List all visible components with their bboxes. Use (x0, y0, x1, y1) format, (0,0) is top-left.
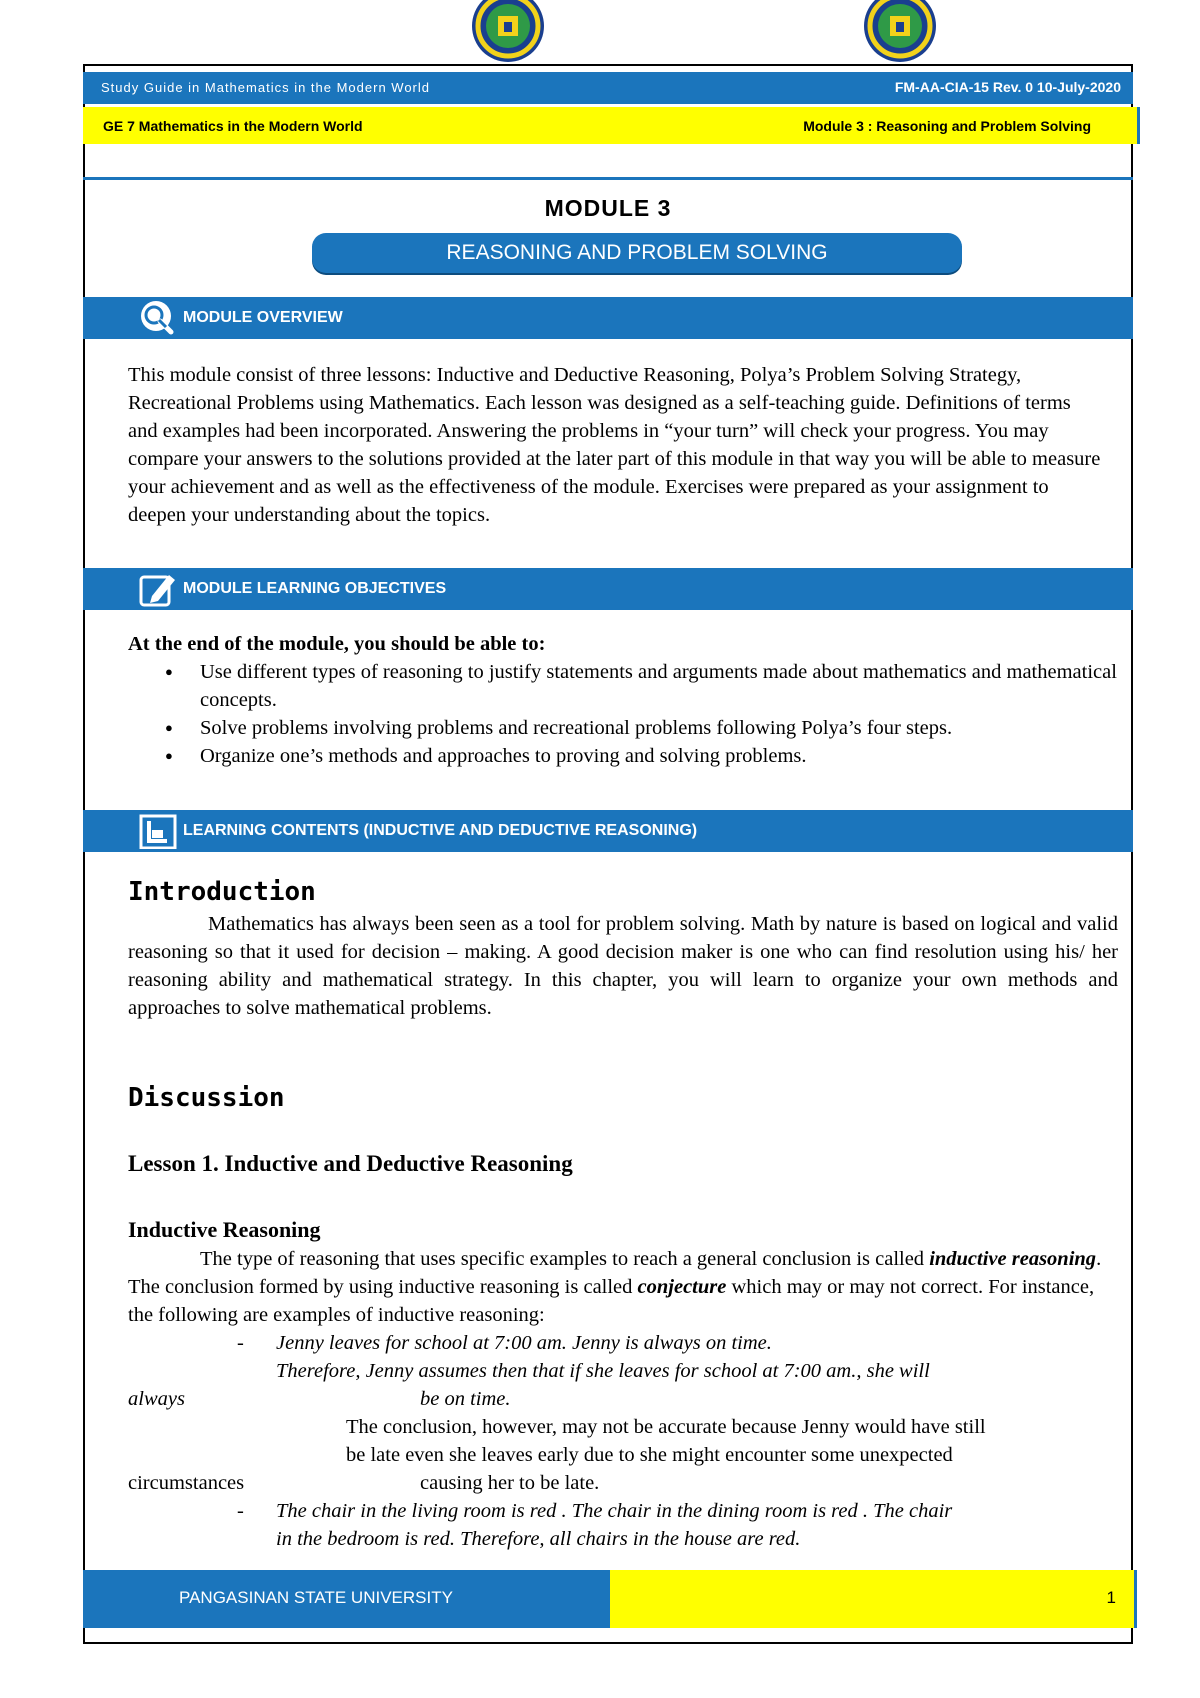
objectives-intro: At the end of the module, you should be able to: (128, 633, 546, 655)
course-bar (83, 107, 1140, 144)
introduction-text: Mathematics has always been seen as a tool for problem solving. Math by nature is based on logical and valid reasoning so that it used for decision – making. A good decision maker is one who can find resolution using his/ her reasoning ability and mathematical strategy. In this chapter, you will learn to organize your own methods and approaches to solve mathematical problems. (128, 913, 1118, 1019)
objectives-section-bar (83, 568, 1133, 610)
example-2-line-1: The chair in the living room is red . The chair in the dining room is red . The chair (276, 1500, 953, 1522)
overview-heading: MODULE OVERVIEW (183, 309, 343, 326)
note-line-2: be late even she leaves early due to she might encounter some unexpected (346, 1444, 953, 1466)
inductive-text-2: . The conclusion formed by using inductive reasoning is called (128, 1248, 1102, 1298)
header-bar (83, 72, 1133, 104)
university-name: PANGASINAN STATE UNIVERSITY (179, 1588, 453, 1607)
introduction-heading: Introduction (128, 877, 316, 907)
form-code: FM-AA-CIA-15 Rev. 0 10-July-2020 (894, 79, 1121, 95)
example-1-always: always (128, 1388, 185, 1410)
university-seal-logo (862, 0, 938, 66)
term-inductive-reasoning: inductive reasoning (929, 1248, 1097, 1270)
book-icon (138, 813, 178, 849)
example-1-line-2: Therefore, Jenny assumes then that if she leaves for school at 7:00 am., she will (276, 1360, 930, 1382)
inductive-text-3: which may or may not correct. For instance, the following are examples of inductive reasoning: (128, 1276, 1095, 1326)
lesson-heading: Lesson 1. Inductive and Deductive Reasoning (128, 1151, 573, 1176)
inductive-definition (128, 1245, 1118, 1329)
objective-item: ● Organize one’s methods and approaches to proving and solving problems. (128, 742, 1118, 770)
objectives-list (128, 658, 1118, 770)
overview-text: This module consist of three lessons: Inductive and Deductive Reasoning, Polya’s Problem Solving Strategy, Recreational Problems using Mathematics. Each lesson was designed as a self-teaching guide. Definitions of terms and examples had been incorporated. Answering the problems in “your turn” will check your progress. You may compare your answers to the solutions provided at the later part of this module in that way you will be able to measure your achievement and as well as the effectiveness of the module. Exercises were prepared as your assignment to deepen your understanding about the topics. (128, 364, 1101, 526)
footer-blue-panel (83, 1570, 610, 1628)
discussion-heading: Discussion (128, 1083, 285, 1113)
guide-title: Study Guide in Mathematics in the Modern World (101, 80, 431, 95)
example-1-line-1: Jenny leaves for school at 7:00 am. Jenny is always on time. (276, 1332, 772, 1354)
objectives-heading: MODULE LEARNING OBJECTIVES (183, 580, 447, 597)
module-tag: Module 3 : Reasoning and Problem Solving (803, 118, 1091, 134)
overview-section-bar (83, 297, 1133, 339)
note-line-3: causing her to be late. (420, 1472, 600, 1494)
objective-item: ● Use different types of reasoning to justify statements and arguments made about mathematics and mathematical concepts. (128, 658, 1118, 714)
edit-note-icon (138, 571, 178, 607)
objective-item: ● Solve problems involving problems and recreational problems following Polya’s four steps. (128, 714, 1118, 742)
example-1-line-3: be on time. (420, 1388, 511, 1410)
dash-bullet: - (237, 1332, 244, 1354)
module-title: REASONING AND PROBLEM SOLVING (312, 233, 962, 273)
contents-heading: LEARNING CONTENTS (INDUCTIVE AND DEDUCTIVE REASONING) (183, 822, 698, 839)
dash-bullet: - (237, 1500, 244, 1522)
page-number: 1 (1106, 1588, 1116, 1607)
note-line-1: The conclusion, however, may not be accurate because Jenny would have still (346, 1416, 986, 1438)
contents-section-bar (83, 810, 1133, 852)
divider (83, 177, 1133, 180)
inductive-text-1: The type of reasoning that uses specific examples to reach a general conclusion is called (200, 1248, 925, 1270)
university-seal-logo (470, 0, 546, 66)
course-title: GE 7 Mathematics in the Modern World (103, 118, 363, 134)
module-number: MODULE 3 (544, 195, 672, 221)
footer (83, 1570, 1140, 1628)
footer-yellow-panel (610, 1570, 1137, 1628)
inductive-heading: Inductive Reasoning (128, 1217, 321, 1242)
objectives-block (128, 630, 1118, 770)
term-conjecture: conjecture (637, 1276, 727, 1298)
note-circumstances: circumstances (128, 1472, 245, 1494)
magnifier-icon (138, 300, 178, 336)
example-2-line-2: in the bedroom is red. Therefore, all chairs in the house are red. (276, 1528, 801, 1550)
